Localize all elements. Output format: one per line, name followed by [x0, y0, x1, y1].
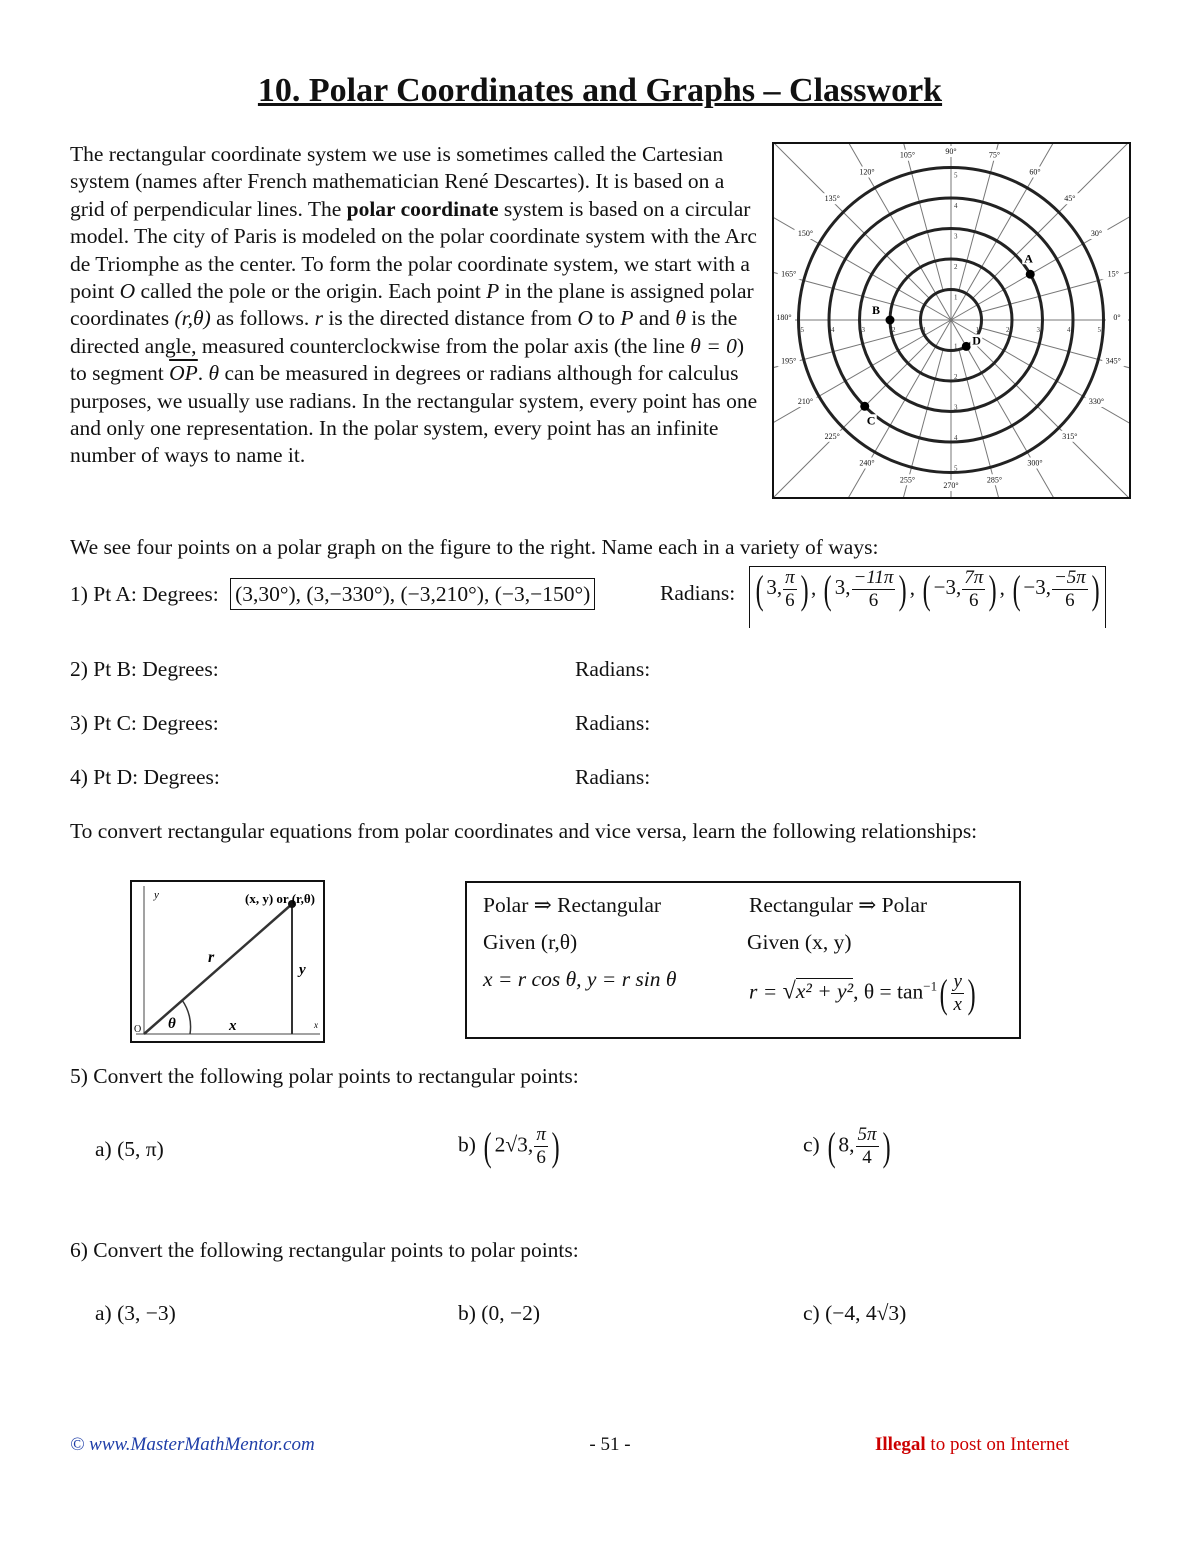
point-label-c: C [866, 413, 876, 428]
q1-rad-3: ( −3, $\frac{-5\pi}{6}$ ) [1012, 566, 1100, 612]
intro-paragraph: The rectangular coordinate system we use is sometimes called the Cartesian system (names after French mathematician René Descartes). It is based on a grid of perpendicular lines. The polar coordinate system is based on a circular model. The city of Paris is modeled on the polar coordinate system with the Arc de Triomphe as the center. To form the polar coordinate system, we start with a point O called the pole or the origin. Each point P in the plane is assigned polar coordinates (r,θ) as follows. r is the directed distance from O to P and θ is the directed angle, measured counterclockwise from the polar axis (the line θ = 0) to segment $\overline{OP}$. θ can be measured in degrees or radians although for calculus purposes, we usually use radians. In the rectangular system, every point has one and only one representation. In the polar system, every point has an infinite number of ways to name it. [70, 142, 758, 468]
radial-line [980, 253, 1129, 312]
axis-number: 5 [800, 326, 804, 334]
radial-line [774, 253, 922, 312]
bold-term: polar coordinate [346, 196, 499, 221]
radial-line [884, 144, 943, 291]
polar-to-rect-formula: x = r cos θ, y = r sin θ [483, 967, 677, 991]
q1-row [70, 578, 595, 610]
page-title: 10. Polar Coordinates and Graphs – Classwork [257, 72, 943, 109]
origin-label: O [134, 1024, 142, 1035]
q2-label: 2) Pt B: Degrees: [70, 657, 219, 681]
footer-website[interactable]: © www.MasterMathMentor.com [70, 1434, 315, 1455]
axis-number: 1 [954, 342, 958, 351]
x-axis-label: x [314, 1020, 318, 1030]
hypotenuse-r [144, 904, 292, 1034]
q3-label: 3) Pt C: Degrees: [70, 711, 219, 735]
q6-c: c) (−4, 4√3) [803, 1301, 907, 1325]
angle-label: 90° [945, 147, 957, 156]
axis-number: 3 [954, 232, 958, 241]
q4-label: 4) Pt D: Degrees: [70, 765, 220, 789]
axis-number: 4 [831, 326, 835, 334]
q6-label: 6) Convert the following rectangular points to polar points: [70, 1238, 579, 1262]
axis-number: 5 [954, 464, 958, 473]
axis-number: 1 [954, 293, 958, 302]
polar-to-rect-head: Polar ⇒ Rectangular [483, 893, 662, 917]
angle-label: 300° [1027, 458, 1043, 468]
axis-number: 3 [1036, 326, 1040, 334]
angle-label: 240° [859, 458, 875, 468]
q6-b: b) (0, −2) [458, 1301, 540, 1325]
angle-label: 135° [824, 194, 840, 204]
y-axis-label: y [154, 889, 159, 901]
point-d [962, 342, 971, 351]
angle-label: 75° [988, 150, 1001, 160]
q2-radians-label: Radians: [575, 657, 651, 681]
angle-label: 105° [899, 150, 916, 160]
axis-number: 5 [1097, 326, 1101, 334]
q3-radians-label: Radians: [575, 711, 651, 735]
point-label-d: D [972, 333, 981, 348]
q1-label: 1) Pt A: Degrees: [70, 582, 219, 606]
q1-rad-2: ( −3, $\frac{7\pi}{6}$ ) [922, 566, 997, 612]
q5-label: 5) Convert the following polar points to rectangular points: [70, 1064, 579, 1088]
q1-radians-label: Radians: [660, 581, 736, 605]
triangle-svg [132, 882, 323, 1041]
q1-rad-0: ( 3, $\frac{\pi}{6}$ ) [755, 566, 809, 612]
point-label-a: A [1024, 251, 1033, 266]
polar-graph-svg [774, 144, 1129, 497]
axis-number: 1 [922, 326, 926, 334]
angle-label: 180° [776, 313, 792, 322]
angle-label: 150° [797, 229, 814, 238]
angle-label: 195° [781, 356, 797, 366]
point-b [886, 316, 895, 325]
angle-label: 330° [1088, 397, 1105, 406]
r-label: r [208, 949, 215, 966]
angle-label: 15° [1107, 269, 1119, 279]
relationships-box [465, 881, 1021, 1039]
angle-label: 315° [1062, 431, 1078, 441]
axis-number: 3 [954, 403, 958, 412]
q5-a: a) (5, π) [95, 1137, 164, 1161]
angle-label: 345° [1105, 356, 1121, 366]
angle-label: 165° [781, 269, 797, 279]
axis-number: 5 [954, 171, 958, 180]
angle-label: 285° [986, 475, 1003, 485]
q5-b: b) ( 2√3, $\frac{\pi}{6}$ ) [458, 1123, 560, 1169]
axis-number: 2 [954, 373, 958, 381]
q1-degrees-answer: (3,30°), (3,−330°), (−3,210°), (−3,−150°) [230, 578, 595, 610]
footer-notice: Illegal to post on Internet [875, 1434, 1070, 1455]
q1-radians-answer: ( 3, $\frac{\pi}{6}$ ) , ( 3, $\frac{-11\pi}{6}$ ) , ( −3, $\frac{7\pi}{6}$ ) , ( −3, $\frac{-5\pi}{6}$ ) [749, 566, 1106, 628]
q6-a: a) (3, −3) [95, 1301, 176, 1325]
y-label: y [299, 962, 306, 978]
axis-number: 2 [954, 263, 958, 271]
axis-number: 3 [861, 326, 865, 334]
angle-label: 45° [1064, 194, 1076, 204]
rect-to-polar-head: Rectangular ⇒ Polar [749, 893, 928, 917]
angle-arc [182, 1000, 191, 1034]
point-label: (x, y) or (r,θ) [245, 891, 315, 906]
axis-number: 1 [975, 326, 979, 334]
we-see-text: We see four points on a polar graph on the figure to the right. Name each in a variety of ways: [70, 535, 879, 559]
q5-c: c) ( 8, $\frac{5\pi}{4}$ ) [803, 1123, 891, 1169]
point-label-b: B [872, 303, 881, 317]
triangle-figure [130, 880, 325, 1043]
rect-to-polar-formula: r = √x² + y², $\theta = \tan^{-1}$( $\frac{y}{x}$ ) [749, 970, 976, 1016]
point-a [1026, 270, 1035, 279]
axis-number: 2 [892, 326, 896, 334]
radial-line [959, 144, 1018, 291]
axis-number: 4 [1067, 326, 1071, 334]
angle-label: 60° [1029, 167, 1041, 177]
rect-to-polar-given: Given (x, y) [747, 930, 852, 954]
axis-number: 4 [954, 202, 958, 210]
angle-label: 270° [943, 481, 959, 490]
theta-label: θ [168, 1016, 176, 1032]
convert-intro: To convert rectangular equations from polar coordinates and vice versa, learn the following relationships: [70, 819, 978, 843]
axis-number: 4 [954, 434, 958, 442]
angle-label: 225° [824, 431, 840, 441]
angle-label: 255° [899, 475, 916, 485]
point-c [860, 402, 869, 411]
polar-graph-figure [772, 142, 1131, 499]
angle-label: 30° [1090, 229, 1103, 238]
angle-label: 0° [1113, 313, 1121, 322]
angle-label: 210° [797, 397, 814, 406]
footer-page-number: - 51 - [589, 1434, 631, 1455]
polar-to-rect-given: Given (r,θ) [483, 930, 578, 954]
angle-label: 120° [859, 167, 875, 177]
x-label: x [229, 1018, 237, 1034]
q4-radians-label: Radians: [575, 765, 651, 789]
q1-rad-1: ( 3, $\frac{-11\pi}{6}$ ) [824, 566, 908, 612]
axis-number: 2 [1006, 326, 1010, 334]
